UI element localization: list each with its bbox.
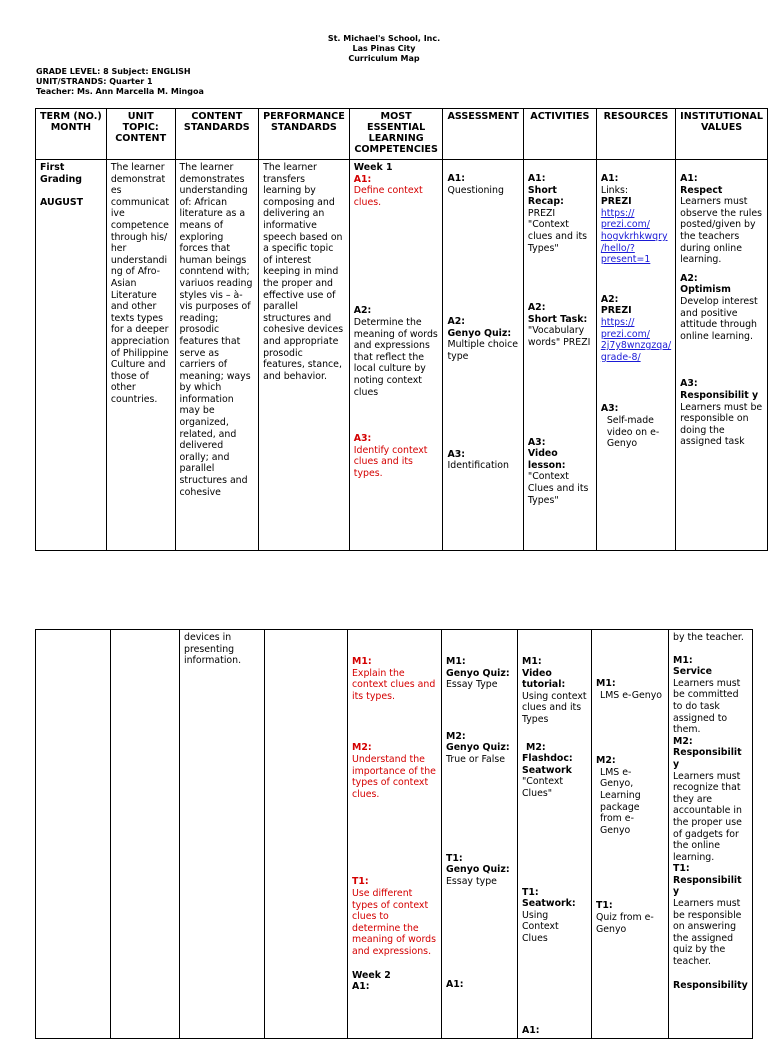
resource-link[interactable]: https:// prezi.com/ hogvkrhkwqry /hello/? present=1 [600,207,668,266]
melc-code: A2: [353,305,372,317]
activity-text: PREZI "Context clues and its Types" [527,207,588,254]
content-standards-cell: The learner demonstrates understanding of: African literature as a means of exploring forces that human beings conntend with; variuos reading styles vis – à-vis purposes of reading; prosodic features that serve as carriers of meaning; ways by which information may be organized, related, and delivered orally; and parallel structures and cohesive [175,160,259,551]
melc-text: Identify context clues and its types. [353,444,428,479]
melc-text: Understand the importance of the types of context clues. [352,753,436,800]
assessment-code: M2: [446,730,466,742]
value-code: T1: [673,863,690,875]
week-label: Week 1 [353,162,393,173]
resource-text: LMS e-Genyo, Learning package from e-Genyo [600,766,641,836]
assessment-code: A1: [447,173,466,184]
value-code: A3: [680,378,698,390]
activity-title: Short Recap: [527,184,564,208]
assessment-text: True or False [446,753,505,765]
activities-cell [523,160,596,551]
melc-code: M1: [352,656,372,667]
activity-code: T1: [522,886,539,898]
resource-link[interactable]: https:// prezi.com/ 2j7y8wnzgzqa/ grade-8/ [600,316,672,363]
resources-cell [592,630,669,1039]
unit-topic-cell: The learner demonstrat es communicat ive competence through his/ her understandi ng of Afro-Asian Literature and other texts types for a deeper appreciation of Philippine Culture and those of other countries. [106,160,175,551]
col-header-activities: ACTIVITIES [523,109,596,160]
resource-text: Quiz from e-Genyo [596,911,654,935]
school-city: Las Pinas City [352,44,416,53]
resource-text: LMS e-Genyo [600,689,662,701]
resource-code: A2: [600,293,619,305]
resource-prefix: Links: [600,184,629,196]
assessment-code: A2: [447,316,466,328]
value-text: by the teacher. [673,632,744,643]
value-text: Learners must be responsible on answering the assigned quiz by the teacher. [673,898,742,968]
assessment-title: Genyo Quiz: [447,327,512,339]
activity-code: A2: [527,302,546,314]
assessment-text: Multiple choice type [447,339,519,362]
resource-title: PREZI [600,305,632,317]
curriculum-table-page-2 [35,629,753,1039]
assessment-code: A1: [446,979,464,991]
activity-text: Using context clues and its Types [522,690,587,725]
activity-code: A1: [522,1024,540,1036]
value-text: Learners must observe the rules posted/given by the teachers during online learning. [680,196,763,266]
activity-code: A3: [527,436,546,448]
melc-code: A3: [353,433,372,445]
value-title: Responsibilit y [673,874,742,898]
content-standards-cell: devices in presenting information. [180,630,265,1039]
unit-strands: UNIT/STRANDS: Quarter 1 [36,77,153,86]
header-row [36,109,768,160]
resource-code: A3: [600,403,619,415]
resource-code: M2: [596,755,616,767]
term-cell [36,630,111,1039]
resource-code: A1: [600,173,619,184]
col-header-values: INSTITUTIONAL VALUES [676,109,768,160]
col-header-melc: MOST ESSENTIAL LEARNING COMPETENCIES [349,109,443,160]
resource-text: Self-made video on e-Genyo [606,414,660,450]
col-header-assessment: ASSESSMENT [443,109,523,160]
activity-text: Using Context Clues [522,909,559,944]
table-row [36,160,768,551]
col-header-unit: UNIT TOPIC: CONTENT [106,109,175,160]
col-header-content-standards: CONTENT STANDARDS [175,109,259,160]
activity-title: Short Task: [527,313,588,325]
value-text: Learners must be responsible on doing the assigned task [680,401,763,448]
term-grading: First Grading [40,162,82,185]
value-title: Service [673,666,712,678]
value-title: Optimism [680,284,731,296]
activity-text: "Context Clues" [522,776,564,799]
melc-code: A1: [352,981,370,993]
activity-title: Flashdoc: Seatwork [522,753,573,776]
assessment-text: Identification [447,460,509,472]
activity-text: "Vocabulary words" PREZI [527,325,591,348]
assessment-cell [442,630,518,1039]
activities-cell [518,630,592,1039]
school-name: St. Michael's School, Inc. [327,34,441,43]
document-header [0,34,768,64]
assessment-cell [443,160,523,551]
melc-code: T1: [352,876,369,888]
activity-code: M1: [522,656,542,667]
assessment-text: Essay Type [446,679,498,691]
melc-cell [349,160,443,551]
term-month: AUGUST [40,197,84,209]
values-cell [676,160,768,551]
melc-text: Use different types of context clues to determine the meaning of words and expressions. [352,887,437,957]
term-cell [36,160,107,551]
activity-title: Video tutorial: [522,667,566,691]
grade-level: GRADE LEVEL: 8 Subject: ENGLISH [36,67,191,76]
resources-cell [596,160,675,551]
document-title: Curriculum Map [348,54,420,63]
table-row [36,630,753,1039]
value-text: Develop interest and positive attitude through online learning. [680,295,758,342]
activity-title: Video lesson: [527,448,566,471]
assessment-title: Genyo Quiz: [446,864,510,876]
col-header-resources: RESOURCES [596,109,675,160]
value-code: M2: [673,735,693,747]
curriculum-table-page-1 [35,108,768,551]
value-code: A1: [680,173,698,184]
melc-text: Explain the context clues and its types. [352,667,436,702]
assessment-title: Genyo Quiz: [446,742,510,754]
value-title: Responsibility [673,979,748,991]
activity-code: M2: [526,741,546,753]
value-code: A2: [680,272,698,284]
values-cell [669,630,753,1039]
resource-code: M1: [596,678,616,689]
melc-cell [348,630,442,1039]
melc-text: Define context clues. [353,185,423,208]
activity-text: "Context Clues and its Types" [527,471,589,506]
assessment-text: Questioning [447,184,504,196]
unit-topic-cell [111,630,180,1039]
performance-standards-cell [265,630,348,1039]
week-label: Week 2 [352,969,391,981]
value-title: Respect [680,184,723,196]
value-title: Responsibilit y [673,747,742,770]
performance-standards-cell: The learner transfers learning by composing and delivering an informative speech based on a specific topic of interest keeping in mind the proper and effective use of parallel structures and cohesive devices and appropriate prosodic features, stance, and behavior. [259,160,350,551]
activity-code: A1: [527,173,546,184]
melc-code: A1: [353,173,372,185]
melc-code: M2: [352,742,372,754]
melc-text: Determine the meaning of words and expressions that reflect the local culture by noting context clues [353,316,438,398]
assessment-code: M1: [446,656,466,667]
value-title: Responsibilit y [680,389,759,401]
document-meta [36,67,204,97]
value-code: M1: [673,654,693,666]
activity-title: Seatwork: [522,898,576,910]
assessment-code: A3: [447,448,466,460]
teacher-name: Teacher: Ms. Ann Marcella M. Mingoa [36,87,204,96]
assessment-code: T1: [446,852,463,864]
assessment-title: Genyo Quiz: [446,667,510,679]
col-header-performance-standards: PERFORMANCE STANDARDS [259,109,350,160]
resource-title: PREZI [600,196,632,208]
assessment-text: Essay type [446,875,497,887]
col-header-term: TERM (NO.) MONTH [36,109,107,160]
value-text: Learners must recognize that they are accountable in the proper use of gadgets for the online learning. [673,770,742,863]
resource-code: T1: [596,900,613,912]
value-text: Learners must be committed to do task assigned to them. [673,677,741,736]
